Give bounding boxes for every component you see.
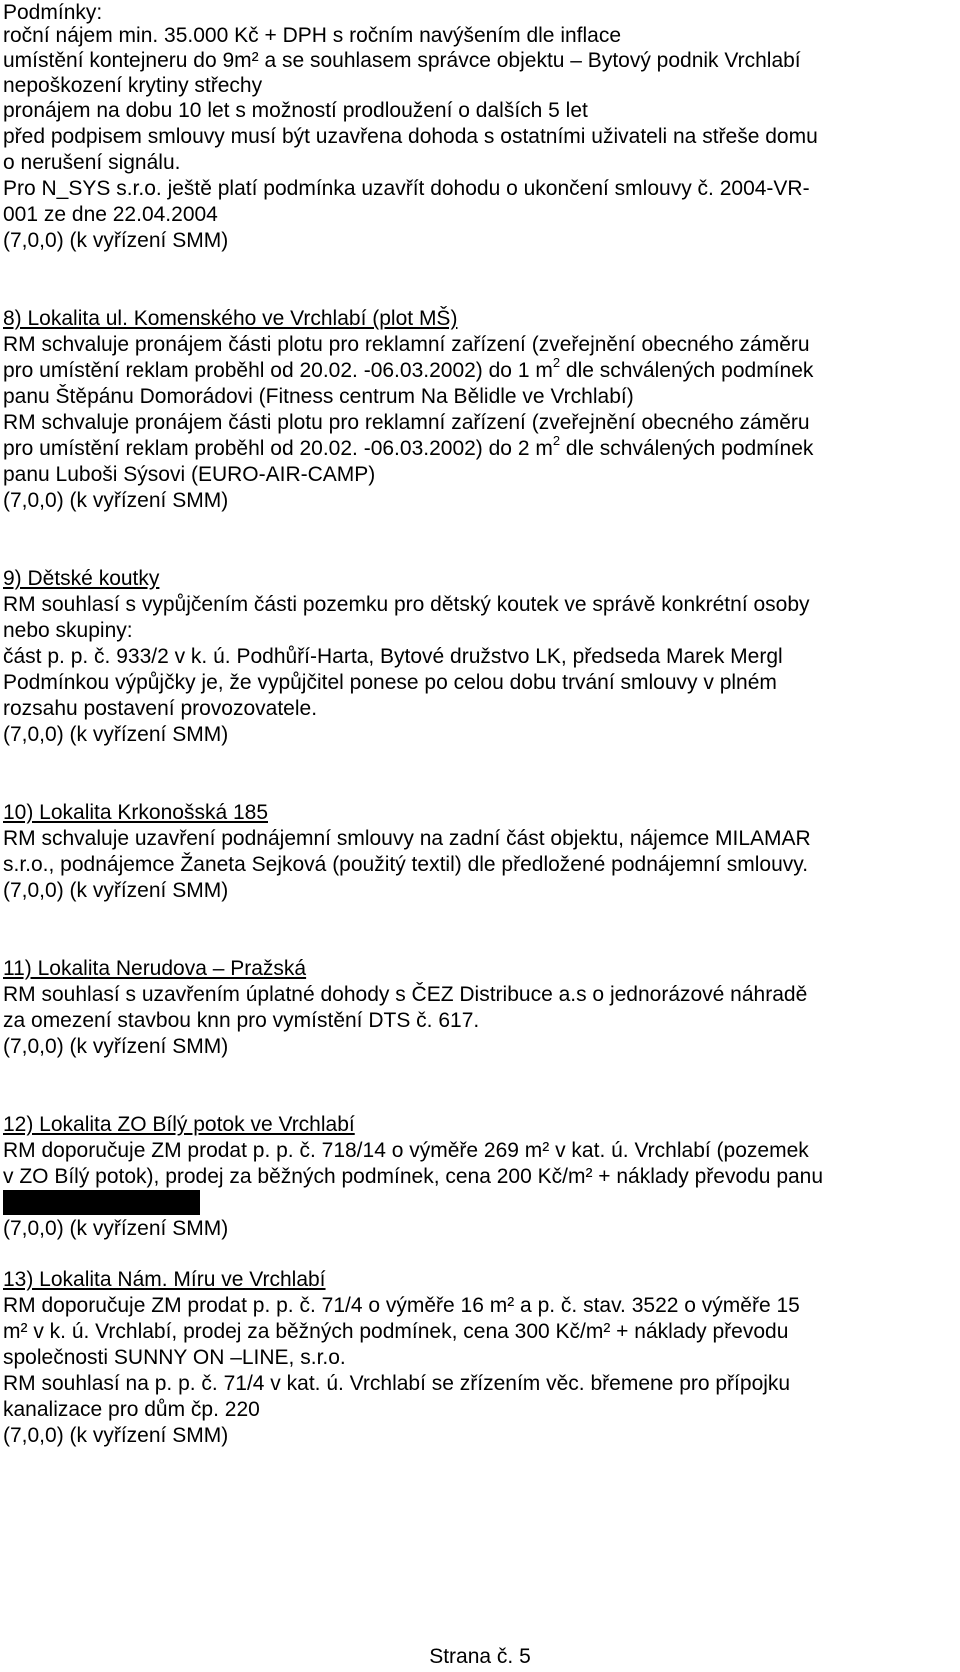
text-line: RM doporučuje ZM prodat p. p. č. 718/14 o výměře 269 m² v kat. ú. Vrchlabí (pozemek [3, 1139, 809, 1162]
text-line: v ZO Bílý potok), prodej za běžných podmínek, cena 200 Kč/m² + náklady převodu panu [3, 1165, 824, 1188]
vote-result: (7,0,0) (k vyřízení SMM) [3, 1424, 229, 1447]
text-line: pro umístění reklam proběhl od 20.02. -06.03.2002) do 1 $m^2$ dle schválených podmínek [3, 355, 814, 382]
vote-result: (7,0,0) (k vyřízení SMM) [3, 229, 229, 252]
section-heading: 13) Lokalita Nám. Míru ve Vrchlabí [3, 1268, 326, 1291]
vote-result: (7,0,0) (k vyřízení SMM) [3, 489, 229, 512]
section-heading: 10) Lokalita Krkonošská 185 [3, 801, 268, 824]
text-line: m² v k. ú. Vrchlabí, prodej za běžných podmínek, cena 300 Kč/m² + náklady převodu [3, 1320, 789, 1343]
text-line: Podmínkou výpůjčky je, že vypůjčitel ponese po celou dobu trvání smlouvy v plném [3, 671, 777, 694]
text-line: 001 ze dne 22.04.2004 [3, 203, 218, 226]
text-line: za omezení stavbou knn pro vymístění DTS č. 617. [3, 1009, 480, 1032]
text-line: společnosti SUNNY ON –LINE, s.r.o. [3, 1346, 346, 1369]
text-line: s.r.o., podnájemce Žaneta Sejková (použitý textil) dle předložené podnájemní smlouvy. [3, 853, 809, 876]
text-line: RM schvaluje pronájem části plotu pro reklamní zařízení (zveřejnění obecného záměru [3, 333, 810, 356]
text-line: pro umístění reklam proběhl od 20.02. -06.03.2002) do 2 $m^2$ dle schválených podmínek [3, 433, 814, 460]
text-line: nebo skupiny: [3, 619, 133, 642]
text-line: RM souhlasí na p. p. č. 71/4 v kat. ú. Vrchlabí se zřízením věc. břemene pro přípojku [3, 1372, 791, 1395]
redaction-bar [3, 1190, 200, 1215]
text-line: RM schvaluje uzavření podnájemní smlouvy na zadní část objektu, nájemce MILAMAR [3, 827, 811, 850]
text-line: kanalizace pro dům čp. 220 [3, 1398, 260, 1421]
text-line: panu Luboši Sýsovi (EURO-AIR-CAMP) [3, 463, 376, 486]
text-line: před podpisem smlouvy musí být uzavřena dohoda s ostatními uživateli na střeše domu [3, 125, 818, 148]
vote-result: (7,0,0) (k vyřízení SMM) [3, 879, 229, 902]
text-line: část p. p. č. 933/2 v k. ú. Podhůří-Harta, Bytové družstvo LK, předseda Marek Mergl [3, 645, 783, 668]
text-line: rozsahu postavení provozovatele. [3, 697, 318, 720]
section-heading: 9) Dětské koutky [3, 567, 160, 590]
text-line: panu Štěpánu Domorádovi (Fitness centrum Na Bělidle ve Vrchlabí) [3, 385, 634, 408]
conditions-title: Podmínky: [3, 1, 103, 24]
vote-result: (7,0,0) (k vyřízení SMM) [3, 1035, 229, 1058]
text-line: umístění kontejneru do 9m² a se souhlasem správce objektu – Bytový podnik Vrchlabí [3, 49, 801, 72]
text-line: RM schvaluje pronájem části plotu pro reklamní zařízení (zveřejnění obecného záměru [3, 411, 810, 434]
text-line: roční nájem min. 35.000 Kč + DPH s ročním navýšením dle inflace [3, 24, 622, 47]
text-line: RM souhlasí s vypůjčením části pozemku pro dětský koutek ve správě konkrétní osoby [3, 593, 810, 616]
section-heading: 8) Lokalita ul. Komenského ve Vrchlabí (plot MŠ) [3, 307, 458, 330]
text-line: RM doporučuje ZM prodat p. p. č. 71/4 o výměře 16 m² a p. č. stav. 3522 o výměře 15 [3, 1294, 800, 1317]
text-line: Pro N_SYS s.r.o. ještě platí podmínka uzavřít dohodu o ukončení smlouvy č. 2004-VR- [3, 177, 810, 200]
text-line: nepoškození krytiny střechy [3, 74, 263, 97]
vote-result: (7,0,0) (k vyřízení SMM) [3, 723, 229, 746]
section-heading: 11) Lokalita Nerudova – Pražská [3, 957, 307, 980]
text-line: RM souhlasí s uzavřením úplatné dohody s ČEZ Distribuce a.s o jednorázové náhradě [3, 983, 808, 1006]
text-line: pronájem na dobu 10 let s možností prodloužení o dalších 5 let [3, 99, 588, 122]
section-heading: 12) Lokalita ZO Bílý potok ve Vrchlabí [3, 1113, 355, 1136]
vote-result: (7,0,0) (k vyřízení SMM) [3, 1217, 229, 1240]
text-line: o nerušení signálu. [3, 151, 181, 174]
page-number: Strana č. 5 [429, 1645, 531, 1668]
